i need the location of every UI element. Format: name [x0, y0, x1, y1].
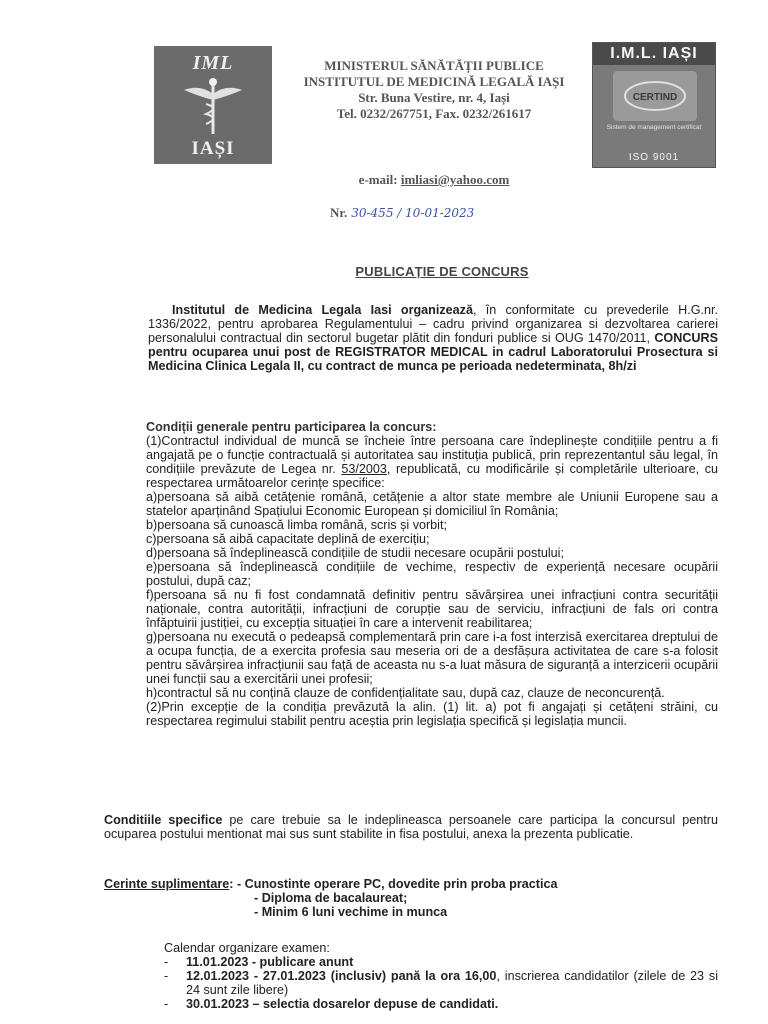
- intro-text: , în conformitate cu prevederile H.G.nr. 1336/2022, pentru aprobarea Regulamentului – cadru privind organizarea si dezvoltarea carierei personalului contractual din sectorul bugetar plătit din fonduri publice si OUG 1470/2011,: [148, 303, 718, 345]
- nr-label: Nr.: [330, 205, 348, 220]
- logo-left-bottom-text: IAȘI: [191, 138, 235, 159]
- law-reference: 53/2003: [341, 462, 387, 476]
- address: Str. Buna Vestire, nr. 4, Iași: [358, 90, 510, 105]
- email-label: e-mail:: [358, 172, 398, 187]
- conditions-p2: (2)Prin excepție de la condiția prevăzută la alin. (1) lit. a) pot fi angajați și cetățeni străini, cu respectarea regimului stabilit pentru aceștia prin legislația specifică și legislația muncii.: [146, 700, 718, 728]
- email-link[interactable]: imliasi@yahoo.com: [400, 172, 510, 187]
- caduceus-icon: [180, 76, 246, 136]
- specific-bold: Conditiile specifice: [104, 813, 223, 827]
- email-line: [276, 172, 592, 188]
- conditions-p1: [146, 434, 718, 490]
- ministry-name: MINISTERUL SĂNĂTĂȚII PUBLICE: [324, 58, 544, 73]
- logo-left-top-text: IML: [192, 52, 234, 74]
- condition-item: d)persoana să îndeplinească condițiile de studii necesare ocupării postului;: [146, 546, 564, 560]
- general-conditions: [146, 420, 718, 728]
- condition-item: e)persoana să îndeplinească condițiile de vechime, respectiv de experiență necesare ocupării postului, după caz;: [146, 560, 718, 588]
- iml-logo: [154, 46, 272, 164]
- specific-conditions: [104, 813, 718, 841]
- specific-text: pe care trebuie sa le indeplineasca persoanele care participa la concursul pentru ocuparea postului mentionat mai sus sunt stabilite in fisa postului, anexa la prezenta publicatie.: [104, 813, 719, 841]
- additional-requirements: Cerinte suplimentare: - Cunostinte operare PC, dovedite prin proba practica - Diploma de bacalaureat; - Minim 6 luni vechime in munca: [104, 877, 718, 919]
- intro-bold-contest: CONCURS pentru ocuparea unui post de REGISTRATOR MEDICAL in cadrul Laboratorului Prosectura si Medicina Clinica Legala II, cu contract de munca pe perioada nedeterminata, 8h/zi: [148, 331, 718, 373]
- iso-label: ISO 9001: [628, 152, 680, 163]
- certind-badge-icon: [613, 71, 697, 121]
- requirement-item: - Minim 6 luni vechime in munca: [254, 905, 448, 919]
- certind-text: CERTIND: [632, 92, 678, 103]
- conditions-p1-tail: , republicată, cu modificările și completările ulterioare, cu respectarea următoarelor cerințe specifice:: [146, 462, 718, 490]
- page-title: PUBLICAȚIE DE CONCURS: [355, 264, 529, 279]
- requirement-item: - Diploma de bacalaureat;: [254, 891, 408, 905]
- nr-handwritten-value: 30-455 / 10-01-2023: [351, 206, 475, 220]
- calendar-item-date: 11.01.2023 - publicare anunt: [186, 955, 354, 969]
- condition-item: c)persoana să aibă capacitate deplină de exercițiu;: [146, 532, 430, 546]
- institute-name: INSTITUTUL DE MEDICINĂ LEGALĂ IAȘI: [303, 74, 565, 89]
- intro-paragraph: [148, 303, 718, 373]
- condition-item: h)contractul să nu conțină clauze de confidențialitate sau, după caz, clauze de neconcurență.: [146, 686, 665, 700]
- calendar-item-date: 30.01.2023 – selectia dosarelor depuse de candidati.: [186, 997, 499, 1011]
- calendar-item: - 12.01.2023 - 27.01.2023 (inclusiv) pană la ora 16,00, inscrierea candidatilor (zilele de 23 si 24 sunt zile libere): [164, 969, 718, 997]
- phone-fax: Tel. 0232/267751, Fax. 0232/261617: [336, 106, 532, 121]
- exam-calendar: [164, 941, 718, 1011]
- certind-badge: [613, 71, 697, 121]
- logo-right-title: I.M.L. IAȘI: [593, 43, 715, 65]
- conditions-p1-text: (1)Contractul individual de muncă se încheie între persoana care îndeplinește condițiile pentru a fi angajată pe o funcție contractuală și autoritatea sau instituția publică, prin reprezentantul său legal, în condițiile prevăzute de Legea nr.: [146, 434, 718, 476]
- institution-header: [276, 58, 592, 122]
- calendar-item: - 30.01.2023 – selectia dosarelor depuse de candidati.: [164, 997, 499, 1011]
- calendar-item-text: , inscrierea candidatilor (zilele de 23 si 24 sunt zile libere): [186, 969, 718, 997]
- calendar-item-date: 12.01.2023 - 27.01.2023 (inclusiv) pană la ora 16,00: [186, 969, 497, 983]
- certification-text: Sistem de management certificat: [606, 124, 702, 131]
- requirements-label: Cerinte suplimentare: [104, 877, 230, 891]
- condition-item: f)persoana să nu fi fost condamnată definitiv pentru săvârșirea unei infracțiuni contra securității naționale, contra autorității, infracțiuni de corupție sau de serviciu, infracțiuni de fals ori contra înfăptuirii justiției, cu excepția situației în care a intervenit reabilitarea;: [146, 588, 718, 630]
- intro-bold-org: Institutul de Medicina Legala Iasi organizează: [172, 303, 473, 317]
- condition-item: b)persoana să cunoască limba română, scris și vorbit;: [146, 518, 447, 532]
- calendar-item: - 11.01.2023 - publicare anunt: [164, 955, 354, 969]
- calendar-heading: Calendar organizare examen:: [164, 941, 330, 955]
- requirement-item: - Cunostinte operare PC, dovedite prin proba practica: [236, 877, 558, 891]
- condition-item: g)persoana nu execută o pedeapsă complementară prin care i-a fost interzisă exercitarea dreptului de a ocupa funcția, de a exercita profesia sau meseria ori de a desfășura activitatea de care s-a folosit pentru săvârșirea infracțiunii sau față de aceasta nu s-a luat măsura de siguranță a interzicerii ocupării unei funcții sau a exercitării unei profesii;: [146, 630, 718, 686]
- registration-number: [330, 205, 474, 221]
- conditions-heading: Condiții generale pentru participarea la concurs:: [146, 420, 437, 434]
- condition-item: a)persoana să aibă cetățenie română, cetățenie a altor state membre ale Uniunii Europene sau a statelor aparținând Spațiului Economic European și domiciliul în România;: [146, 490, 718, 518]
- iso-certification-logo: [592, 42, 716, 168]
